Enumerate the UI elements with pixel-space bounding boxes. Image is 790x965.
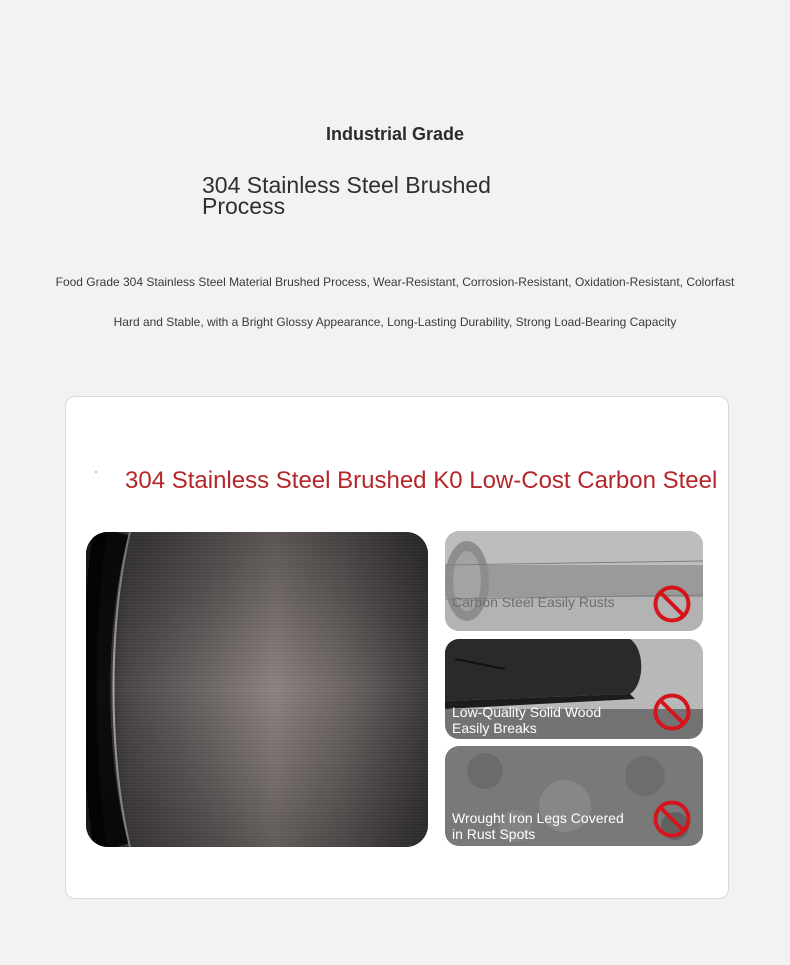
comparison-item-wrought-iron xyxy=(445,746,703,846)
brushed-steel-illustration xyxy=(86,532,428,847)
prohibited-icon xyxy=(652,584,692,624)
brushed-steel-image xyxy=(86,532,428,847)
prohibited-icon xyxy=(652,799,692,839)
comparison-item-carbon-steel xyxy=(445,531,703,631)
decorative-dot xyxy=(95,471,97,473)
section-headline: 304 Stainless Steel Brushed Process xyxy=(202,172,491,219)
comparison-caption: Low-Quality Solid Wood Easily Breaks xyxy=(452,704,602,736)
comparison-caption: Carbon Steel Easily Rusts xyxy=(452,594,615,610)
comparison-caption: Wrought Iron Legs Covered in Rust Spots xyxy=(452,810,624,842)
prohibited-icon xyxy=(652,692,692,732)
comparison-title xyxy=(125,467,765,495)
comparison-item-solid-wood xyxy=(445,639,703,739)
description-line-1: Food Grade 304 Stainless Steel Material Brushed Process, Wear-Resistant, Corrosion-Resistant, Oxidation-Resistant, Colorfast xyxy=(55,275,735,289)
description-line-2: Hard and Stable, with a Bright Glossy Appearance, Long-Lasting Durability, Strong Load-Bearing Capacity xyxy=(113,315,677,329)
section-eyebrow: Industrial Grade xyxy=(325,124,465,144)
comparison-title-text: 304 Stainless Steel Brushed K0 Low-Cost Carbon Steel xyxy=(125,467,718,494)
